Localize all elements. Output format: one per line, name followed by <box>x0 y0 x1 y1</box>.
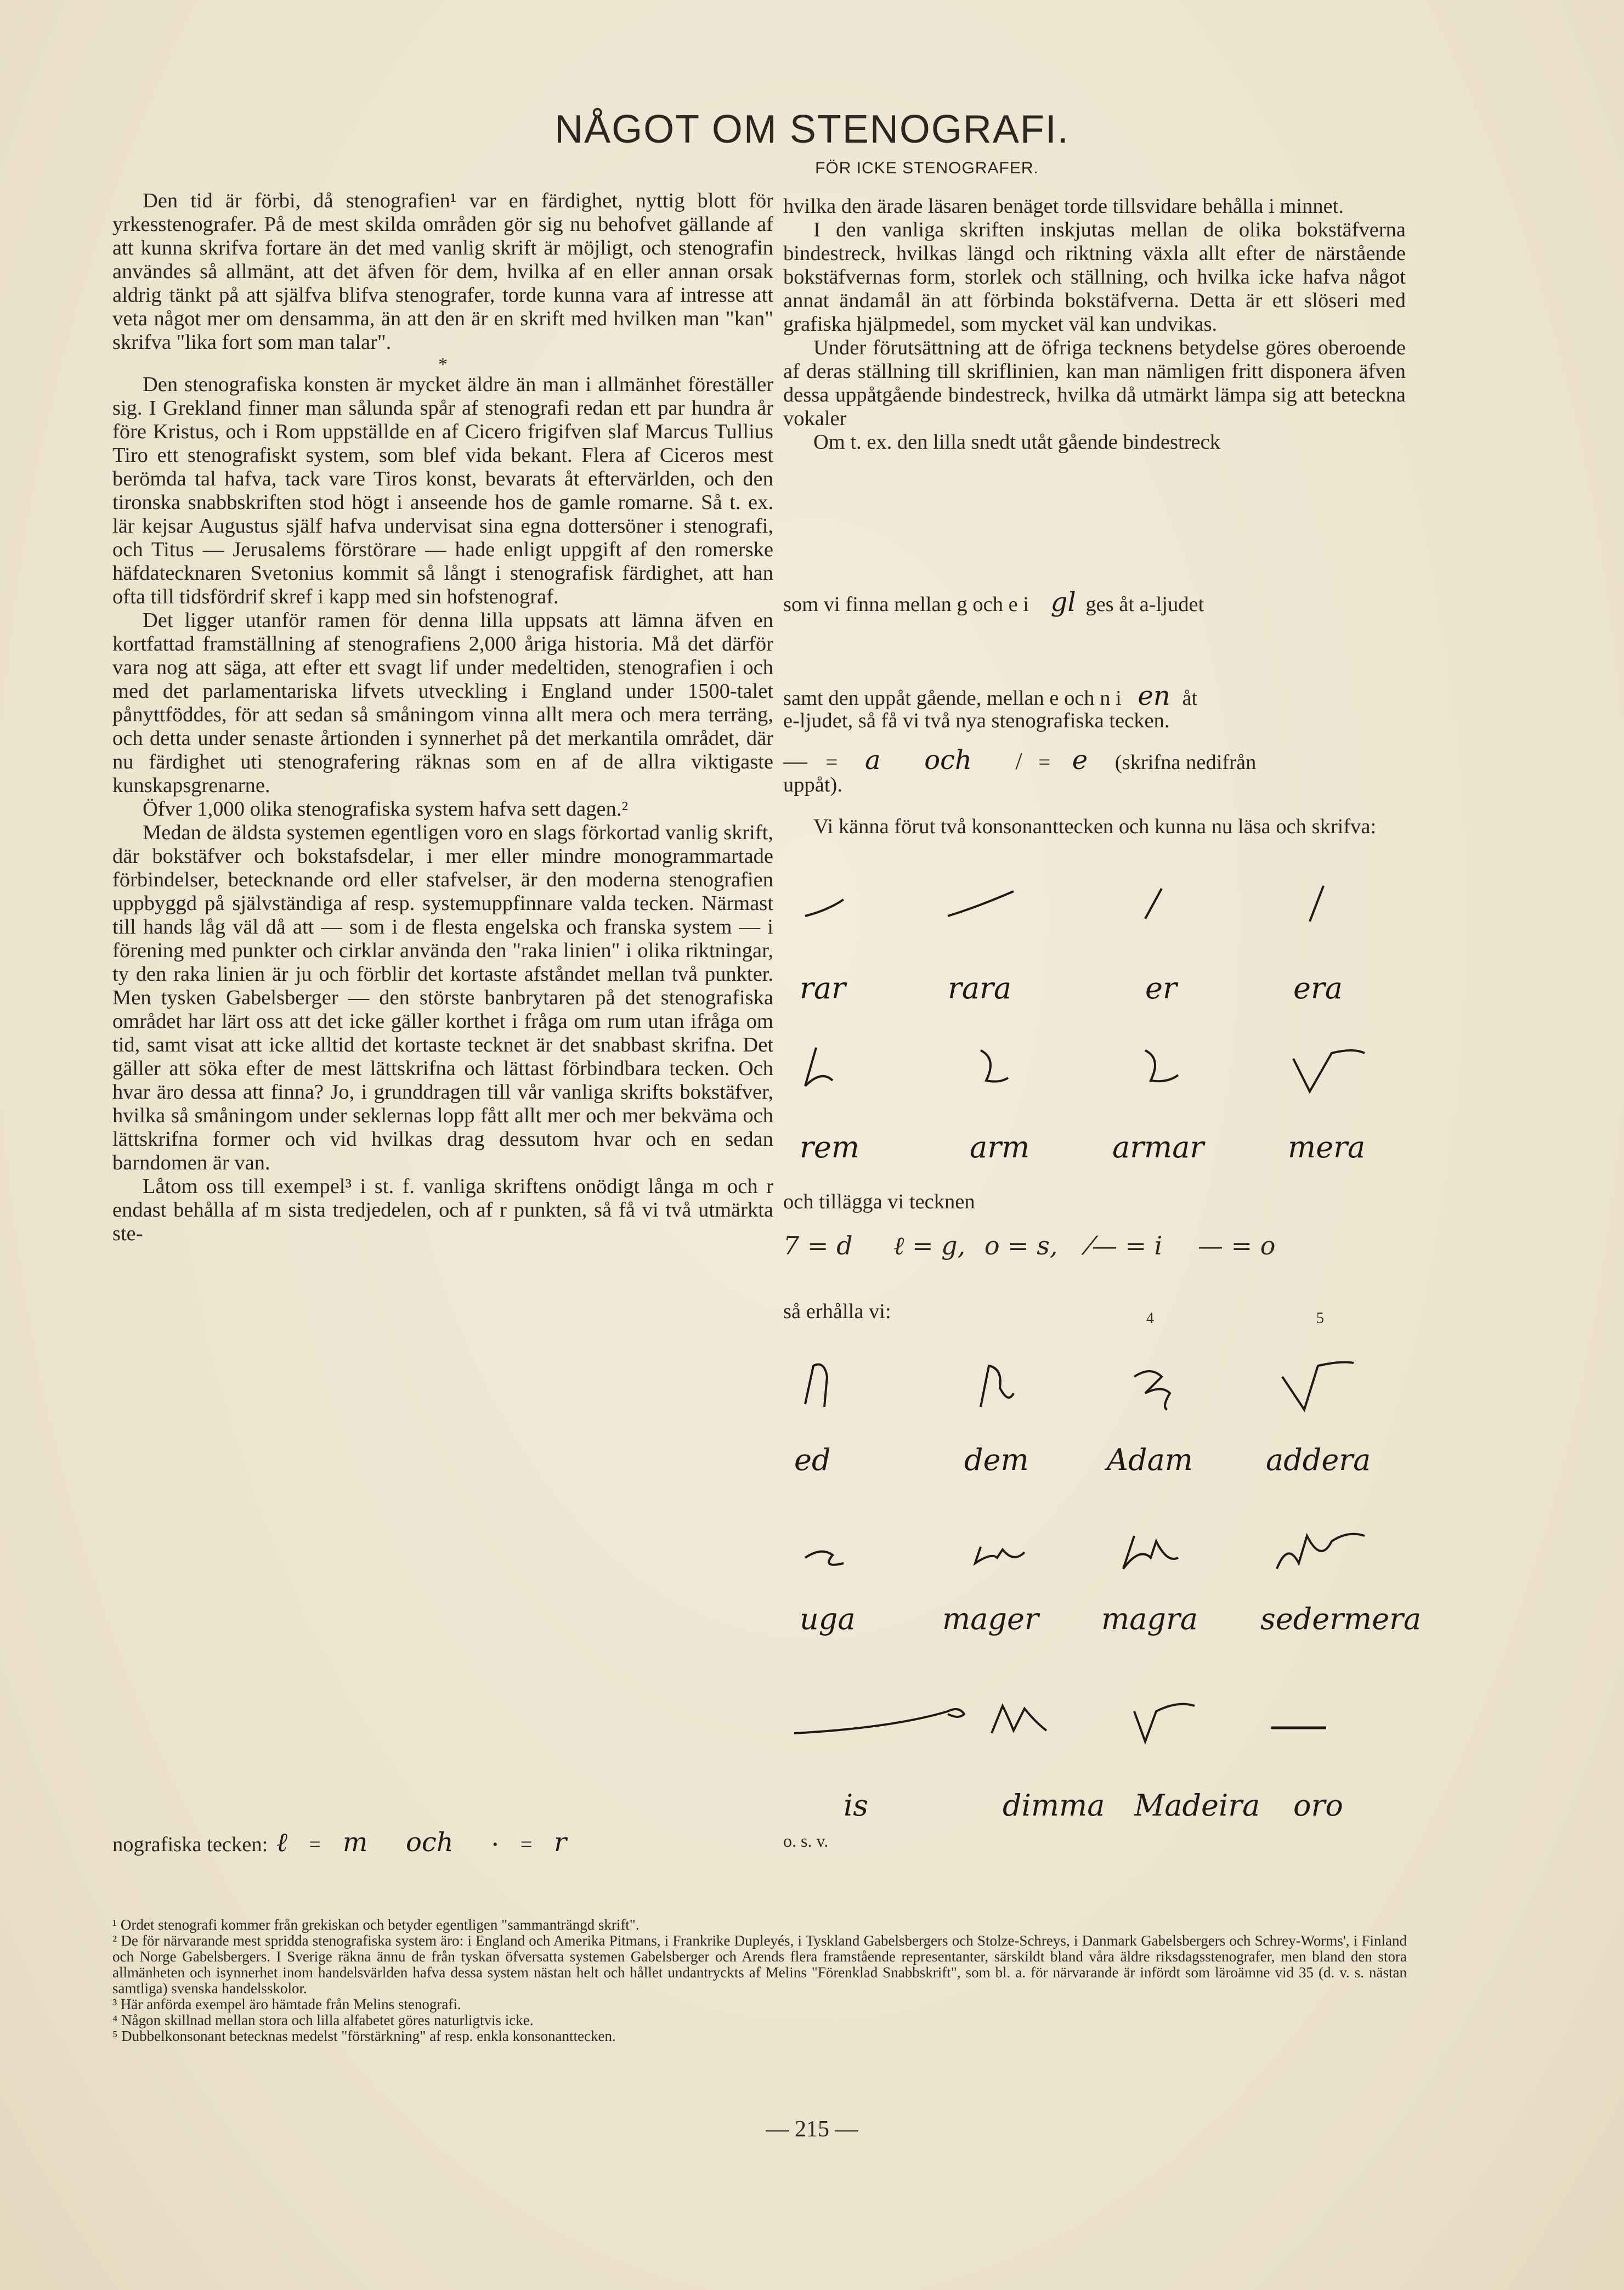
steno-strokes-row-1 <box>783 878 1406 927</box>
script-word: er <box>1145 971 1177 1005</box>
equation-g: = g, <box>912 1231 966 1260</box>
script-word: dimma <box>1003 1788 1105 1823</box>
script-word: magra <box>1101 1602 1198 1636</box>
script-row-2 <box>783 1130 1406 1179</box>
left-paragraph-4: Öfver 1,000 olika stenografiska system hafva sett dagen.² <box>143 798 629 821</box>
equation-s: = s, <box>1008 1231 1058 1260</box>
right-paragraph-3: Under förutsättning att de öfriga tecknens betydelse göres oberoende af deras ställning till skriflinien, kan man nämligen fritt disponera äfven dessa uppåtgående bindestreck, hvilka då utmärkt lämpa sig att beteckna vokaler <box>783 336 1406 430</box>
text-osv: o. s. v. <box>783 1831 829 1851</box>
right-line-e-ljudet: e-ljudet, så få vi två nya stenografiska tecken. <box>783 709 1170 732</box>
right-line-en <box>783 681 1198 711</box>
sign-equations <box>783 1231 1406 1260</box>
script-word: arm <box>970 1130 1030 1164</box>
script-gl: gl <box>1050 587 1076 618</box>
equation-d: = d <box>807 1231 853 1260</box>
script-row-4 <box>783 1602 1422 1651</box>
script-word: sedermera <box>1260 1602 1422 1636</box>
equals-sign: = <box>309 1833 321 1856</box>
script-word: oro <box>1293 1788 1343 1823</box>
script-r: r <box>554 1827 567 1858</box>
script-word: rem <box>800 1130 859 1164</box>
script-word: uga <box>800 1602 856 1636</box>
script-word: addera <box>1266 1443 1371 1477</box>
sign-7: 7 <box>783 1231 800 1260</box>
script-och: och <box>406 1827 454 1858</box>
text-gl-intro: som vi finna mellan g och e i <box>783 593 1029 616</box>
footnote-marker-5: 5 <box>1316 1310 1324 1327</box>
text-a-ljudet: ges åt a-ljudet <box>1085 593 1204 616</box>
text-at: åt <box>1182 687 1198 710</box>
equals-e: = <box>1038 751 1051 774</box>
left-paragraph-2: Den stenografiska konsten är mycket äldre än man i allmänhet föreställer sig. I Grekland finner man sålunda spår af stenografi redan ett par hundra år före Kristus, och i Rom uppställde en af Cicero frigifven slaf Marcus Tullius Tiro ett stenografiskt system, som blef vida bekant. Flera af Ciceros mest berömda tal hafva, tack vare Tiros konst, bevarats åt eftervärlden, och den tironska snabbskriften stod högt i anseende hos de gamle romarne. Så t. ex. lär kejsar Augustus själf hafva undervisat sina egna dottersöner i stenografi, och Titus — Jerusalems förstörare — hade enligt uppgift af den romerske häfdatecknaren Svetonius kommit så långt i stenografisk färdighet, att han ofta till tidsfördrif skref i kapp med sin hofstenograf. <box>112 373 773 608</box>
text-sa-erhalla: så erhålla vi: <box>783 1300 891 1323</box>
script-och-2: och <box>924 745 972 776</box>
script-word: ed <box>794 1443 831 1477</box>
script-word: mera <box>1288 1130 1366 1164</box>
script-word: rara <box>948 971 1012 1005</box>
footnote-5: ⁵ Dubbelkonsonant betecknas medelst "förstärkning" af resp. enkla konsonanttecken. <box>112 2028 616 2044</box>
footnotes <box>112 1917 1407 2044</box>
equation-i: = i <box>1125 1231 1163 1260</box>
equation-o: = o <box>1231 1231 1276 1260</box>
left-paragraph-6: Låtom oss till exempel³ i st. f. vanliga skriftens onödigt långa m och r endast behålla af m sista tredjedelen, och af r punkten, så få vi två utmärkta ste- <box>112 1175 773 1245</box>
left-paragraph-3: Det ligger utanför ramen för denna lilla uppsats att lämna äfven en kortfattad framställning af stenografiens 2,000 åriga historia. Må det därför vara nog att säga, att efter ett svagt lif under medeltiden, stenografien i och med det parlamentariska lifvets utveckling i England under 1500-talet pånyttföddes, för att sedan så småningom vinna allt mera och mera terräng, och detta under senaste årtionden i synnerhet på det merkantila området, där nu färdighet uti stenografering räknas som en af de allra viktigaste kunskapsgrenarne. <box>112 609 773 797</box>
right-line-uppat: uppåt). <box>783 773 842 796</box>
script-m: m <box>342 1827 368 1858</box>
steno-dot: · <box>491 1833 499 1856</box>
right-paragraph-1: hvilka den ärade läsaren benäget torde tillsvidare behålla i minnet. <box>783 195 1344 218</box>
footnote-4: ⁴ Någon skillnad mellan stora och lilla alfabetet göres naturligtvis icke. <box>112 2012 534 2028</box>
page-title: NÅGOT OM STENOGRAFI. <box>554 108 1070 151</box>
left-paragraph-1: Den tid är förbi, då stenografien¹ var en färdighet, nyttig blott för yrkesstenografer. På de mest skilda områden gör sig nu behofvet gällande af att kunna skrifva fortare än det med vanlig skrift är möjligt, och stenografin användes så allmänt, att det äfven för dem, hvilka af en eller annan orsak aldrig tänkt på att själfva blifva stenografer, torde kunna vara af intresse att veta något mer om densamma, än att den är en skrift med hvilken man "kan" skrifva "lika fort som man talar". <box>112 189 773 354</box>
sign-o: o <box>984 1231 1000 1260</box>
sign-l: ℓ <box>893 1231 904 1260</box>
script-e: e <box>1072 745 1088 776</box>
footnote-1: ¹ Ordet stenografi kommer från grekiskan och betyder egentligen "sammanträngd skrift". <box>112 1916 640 1933</box>
script-word: armar <box>1112 1130 1204 1164</box>
page-subtitle: FÖR ICKE STENOGRAFER. <box>815 159 1039 177</box>
left-last-line-text: nografiska tecken: <box>112 1833 268 1856</box>
right-paragraph-6-wrap <box>783 815 1406 839</box>
text-och-tillagga: och tillägga vi tecknen <box>783 1190 975 1213</box>
script-en: en <box>1138 681 1170 711</box>
right-paragraph-4a: Om t. ex. den lilla snedt utåt gående bindestreck <box>813 431 1220 454</box>
text-en-intro: samt den uppåt gående, mellan e och n i <box>783 687 1122 710</box>
left-last-line <box>112 1827 773 1858</box>
right-paragraph-6: Vi känna förut två konsonanttecken och kunna nu läsa och skrifva: <box>813 815 1377 838</box>
footnote-2: ² De för närvarande mest spridda stenografiska system äro: i England och Amerika Pitmans, i Frankrike Dupleyés, i Tyskland Gabelsbergers och Stolze-Schreys, i Danmark Gabelsbergers och Schrey-Worms', i Finland och Norge Gabelsbergers. I Sverige räkna ännu de från tyskan öfversatta systemen Gabelsberger och Arends flera framstående representanter, särskildt bland våra äldre riksdagsstenografer, men bland den stora allmänheten och isynnerhet inom handelsvärlden hafva dessa system nästan helt och hållet undantryckts af Melins "Förenklad Snabbskrift", som bl. a. för närvarande är infördt som läroämne vid 35 (d. v. s. nästan samtliga) svenska handelsskolor. <box>112 1932 1407 1997</box>
script-word: rar <box>800 971 846 1005</box>
script-a: a <box>864 745 881 776</box>
steno-strokes-row-2 <box>783 1037 1406 1097</box>
script-word: era <box>1293 971 1343 1005</box>
text-skrifna: (skrifna nedifrån <box>1114 751 1257 774</box>
page-number: — 215 — <box>766 2117 858 2142</box>
script-row-5 <box>783 1788 1406 1837</box>
script-row-1 <box>783 971 1406 1020</box>
right-paragraph-2: I den vanliga skriften inskjutas mellan de olika bokstäfverna bindestreck, hvilkas längd och riktning växla allt efter de närstående bokstäfvernas form, storlek och ställning, och hvilka icke hafva något annat ändamål än att förbinda bokstäfverna. Detta är ett slöseri med grafiska hjälpmedel, som mycket väl kan undvikas. <box>783 218 1406 336</box>
left-paragraph-5: Medan de äldsta systemen egentligen voro en slags förkortad vanlig skrift, där bokstäfver och bokstafsdelar, i mer eller mindre monogrammartade förbindelser, betecknande ord eller stafvelser, är den moderna stenografien uppbyggd på självständiga af resp. systemuppfinnare valda tecken. Närmast till hands låg väl då att — som i de flesta engelska och franska system — i förening med punkter och cirklar använda den "raka linien" i olika riktningar, ty den raka linien är ju och förblir det kortaste afståndet mellan två punkter. Men tysken Gabelsberger — den störste banbrytaren på det stenografiska området har lärt oss att det icke gäller korthet i fråga om rum utan ifråga om tid, samt visat att icke alltid det kortaste tecknet är det snabbast skrifna. Det gäller att söka efter de mest lättskrifna och lättast förbindbara tecken. Och hvar äro dessa att finna? Jo, i grunddragen till vår vanliga skrifts bokstäfver, hvilka så småningom under seklernas lopp fått allt mer och mer bekväma och lättskrifna former och vid hvilkas drag dessutom hvar och en sedan barndomen är van. <box>112 821 773 1174</box>
equals-a: = <box>825 751 838 774</box>
footnote-3: ³ Här anförda exempel äro hämtade från Melins stenografi. <box>112 1996 461 2012</box>
equals-sign-2: = <box>520 1833 533 1856</box>
steno-sign-m: ℓ <box>276 1827 287 1858</box>
steno-strokes-row-3 <box>783 1355 1406 1415</box>
script-word: Madeira <box>1134 1788 1260 1823</box>
script-word: Adam <box>1107 1443 1193 1477</box>
script-word: mager <box>942 1602 1039 1636</box>
sign-dash: — <box>1198 1231 1223 1260</box>
section-separator: * <box>438 354 448 375</box>
steno-strokes-row-4 <box>783 1519 1406 1580</box>
right-line-gl <box>783 587 1204 618</box>
right-line-signs <box>783 745 1406 776</box>
sign-long: ⁄— <box>1088 1231 1117 1260</box>
steno-stroke-a: — <box>783 748 807 774</box>
steno-stroke-e: / <box>1015 748 1022 774</box>
footnote-marker-4: 4 <box>1146 1310 1154 1327</box>
script-row-3 <box>783 1443 1406 1492</box>
script-word: dem <box>964 1443 1029 1477</box>
script-word: is <box>844 1788 868 1823</box>
left-column <box>112 189 773 1246</box>
right-column <box>783 195 1406 454</box>
steno-strokes-row-5 <box>783 1689 1406 1744</box>
